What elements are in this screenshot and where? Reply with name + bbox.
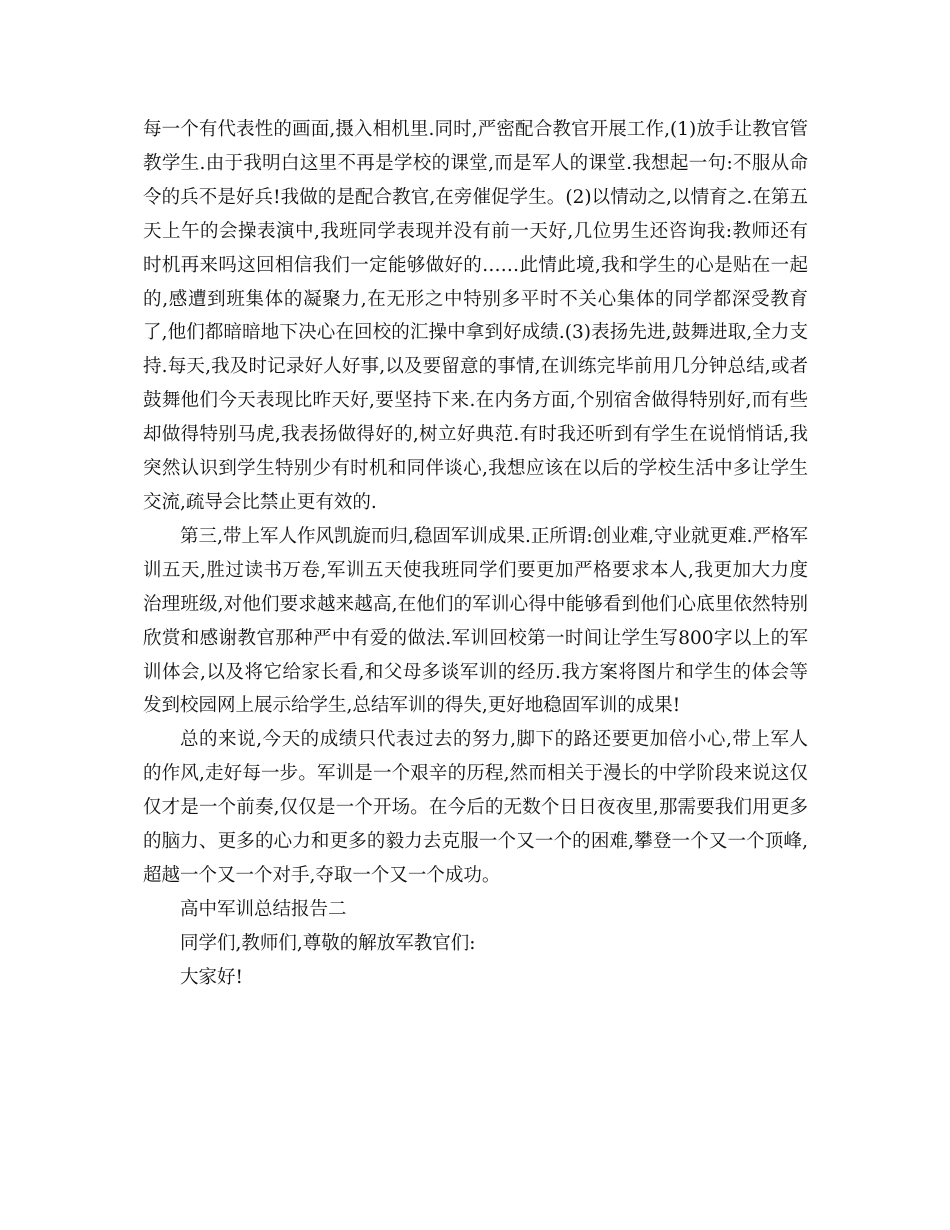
greeting: 大家好!	[180, 966, 243, 988]
paragraph-1: 每一个有代表性的画面,摄入相机里.同时,严密配合教官开展工作,(1)放手让教官管教学生.由于我明白这里不再是学校的课堂,而是军人的课堂.我想起一句:不服从命令的兵不是好兵!我做的是配合教官,在旁催促学生。(2)以情动之,以情育之.在第五天上午的会操表演中,我班同学表现并没有前一天好,几位男生还咨询我:教师还有时机再来吗这回相信我们一定能够做好的……此情此境,我和学生的心是贴在一起的,感遭到班集体的凝聚力,在无形之中特别多平时不关心集体的同学都深受教育了,他们都暗暗地下决心在回校的汇操中拿到好成绩.(3)表扬先进,鼓舞进取,全力支持.每天,我及时记录好人好事,以及要留意的事情,在训练完毕前用几分钟总结,或者鼓舞他们今天表现比昨天好,要坚持下来.在内务方面,个别宿舍做得特别好,而有些却做得特别马虎,我表扬做得好的,树立好典范.有时我还听到有学生在说悄悄话,我突然认识到学生特别少有时机和同伴谈心,我想应该在以后的学校生活中多让学生交流,疏导会比禁止更有效的.	[143, 119, 808, 513]
paragraph-3: 总的来说,今天的成绩只代表过去的努力,脚下的路还要更加倍小心,带上军人的作风,走好每一步。军训是一个艰辛的历程,然而相关于漫长的中学阶段来说这仅仅才是一个前奏,仅仅是一个开场。在今后的无数个日日夜夜里,那需要我们用更多的脑力、更多的心力和更多的毅力去克服一个又一个的困难,攀登一个又一个顶峰,超越一个又一个对手,夺取一个又一个成功。	[143, 729, 808, 886]
section-title: 高中军训总结报告二	[180, 898, 347, 920]
document-body	[143, 113, 808, 995]
paragraph-2: 第三,带上军人作风凯旋而归,稳固军训成果.正所谓:创业难,守业就更难.严格军训五天,胜过读书万卷,军训五天使我班同学们要更加严格要求本人,我更加大力度治理班级,对他们要求越来越高,在他们的军训心得中能够看到他们心底里依然特别欣赏和感谢教官那种严中有爱的做法.军训回校第一时间让学生写800字以上的军训体会,以及将它给家长看,和父母多谈军训的经历.我方案将图片和学生的体会等发到校园网上展示给学生,总结军训的得失,更好地稳固军训的成果!	[143, 525, 808, 717]
salutation: 同学们,教师们,尊敬的解放军教官们:	[180, 932, 476, 954]
